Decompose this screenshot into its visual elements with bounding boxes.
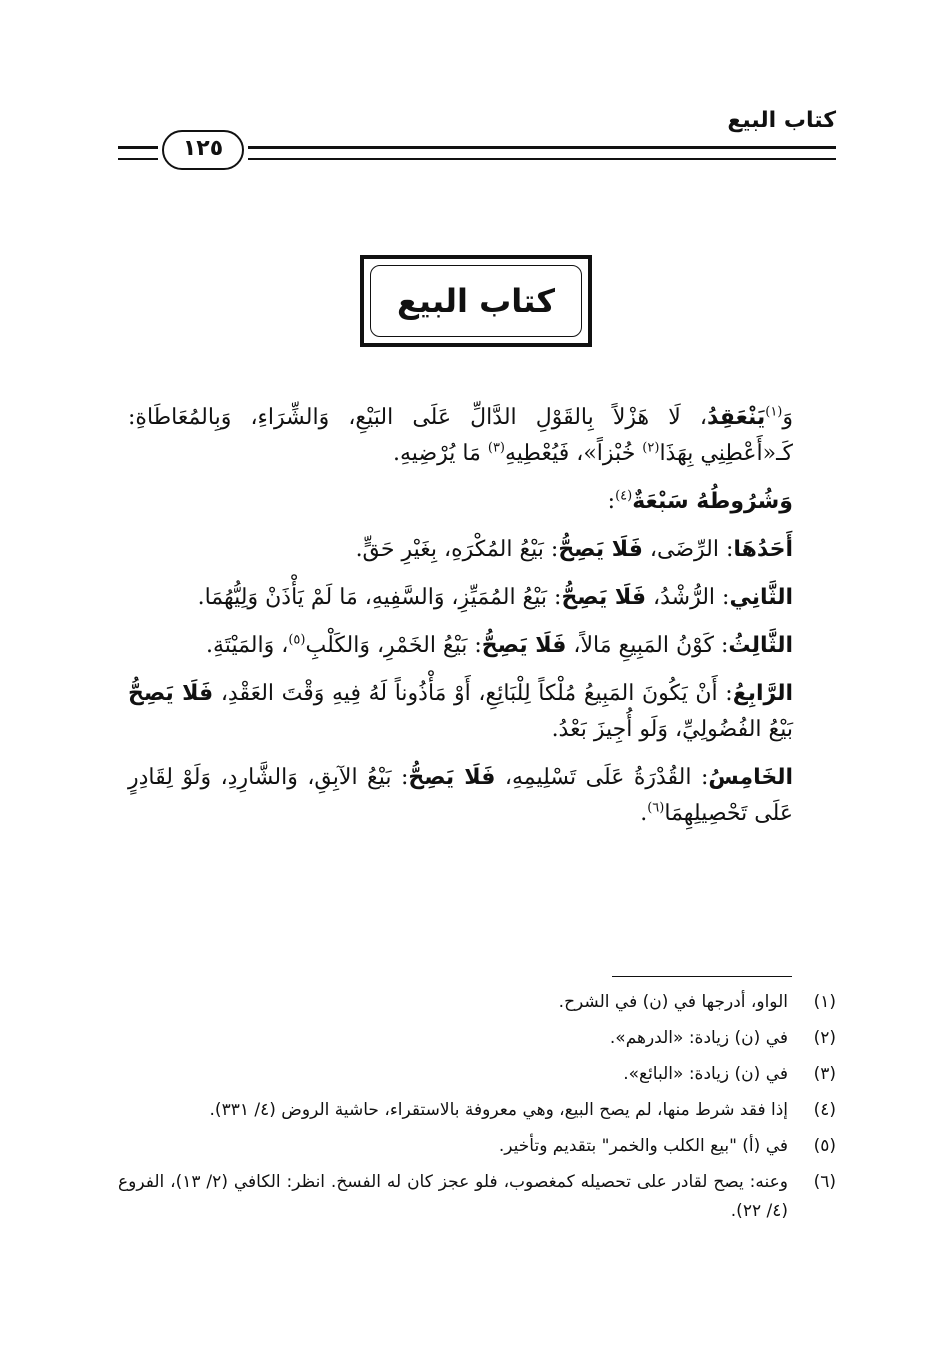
book-title: كتاب البيع <box>397 282 555 320</box>
footnote <box>118 988 836 1017</box>
main-text <box>128 400 793 844</box>
paragraph-conditions-heading <box>128 484 793 520</box>
footnote-text: إذا فقد شرط منها، لم يصح البيع، وهي معروفة بالاستقراء، حاشية الروض (٤/ ٣٣١). <box>209 1100 788 1120</box>
paragraph-condition-4 <box>128 676 793 748</box>
footnotes <box>118 988 836 1233</box>
footnote <box>118 1132 836 1161</box>
text-run: : القُدْرَةُ عَلَى تَسْلِيمِهِ، <box>495 765 709 790</box>
text-run: : الرِّضَى، <box>642 537 734 562</box>
text-run: وَ <box>782 405 793 430</box>
text-run: بَيْعُ الفُضُولِيِّ، وَلَو أُجِيزَ بَعْدُ. <box>551 717 793 742</box>
text-run: ، لَا هَزْلاً بِالقَوْلِ الدَّالِّ عَلَى البَيْعِ، وَالشِّرَاءِ، وَبِالمُعَاطَاةِ: كَـ«أَعْطِنِي بِهَذَا <box>128 405 793 466</box>
footnote <box>118 1096 836 1125</box>
running-title: كتاب البيع <box>727 108 836 133</box>
text-run: : بَيْعُ المُمَيِّزِ، وَالسَّفِيهِ، مَا لَمْ يَأْذَنْ وَلِيُّهُمَا. <box>197 585 562 610</box>
text-run: : بَيْعُ المُكْرَهِ، بِغَيْرِ حَقٍّ. <box>355 537 559 562</box>
page-header <box>118 108 836 172</box>
footnote-ref: (٦) <box>647 800 665 816</box>
bold-term: فَلَا يَصِحُّ <box>558 537 643 562</box>
text-run: : الرُّشْدُ، <box>646 585 730 610</box>
footnote-text: الواو، أدرجها في (ن) في الشرح. <box>558 992 788 1012</box>
bold-term: فَلَا يَصِحُّ <box>561 585 646 610</box>
footnote <box>118 1168 836 1226</box>
bold-term: الثَّانِي <box>729 585 793 610</box>
bold-term: الخَامِسُ <box>708 765 794 790</box>
footnote-ref: (٢) <box>642 440 660 456</box>
bold-term: وَشُرُوطُهُ سَبْعَةٌ <box>632 489 793 514</box>
text-run: : كَوْنُ المَبِيعِ مَالاً، <box>566 633 729 658</box>
footnote-text: في (ن) زيادة: «البائع». <box>623 1064 788 1084</box>
paragraph-intro <box>128 400 793 472</box>
paragraph-condition-1 <box>128 532 793 568</box>
footnote <box>118 1024 836 1053</box>
bold-term: فَلَا يَصِحُّ <box>408 765 496 790</box>
paragraph-condition-5 <box>128 760 793 832</box>
footnote-text: في (ن) زيادة: «الدرهم». <box>609 1028 788 1048</box>
text-run: خُبْزاً»، فَيُعْطِيهِ <box>505 441 643 466</box>
footnote <box>118 1060 836 1089</box>
text-run: : أَنْ يَكُونَ المَبِيعُ مُلْكاً لِلْبَائِعِ، أَوْ مَأْذُوناً لَهُ فِيهِ وَقْتَ العَقْدِ، <box>213 681 733 706</box>
footnote-number: (٣) <box>813 1064 836 1084</box>
page-number: ١٢٥ <box>162 130 244 170</box>
footnote-number: (٢) <box>813 1028 836 1048</box>
text-run: : بَيْعُ الخَمْرِ، وَالكَلْبِ <box>305 633 482 658</box>
text-run: مَا يُرْضِيهِ. <box>393 441 488 466</box>
bold-term: يَنْعَقِدُ <box>707 405 766 430</box>
paragraph-condition-2 <box>128 580 793 616</box>
footnote-ref: (٤) <box>615 488 633 504</box>
footnote-number: (٥) <box>813 1136 836 1156</box>
text-run: . <box>640 801 648 826</box>
bold-term: الرَّابِعُ <box>732 681 794 706</box>
footnote-number: (١) <box>813 992 836 1012</box>
text-run: : <box>607 489 616 514</box>
footnote-text: وعنه: يصح لقادر على تحصيله كمغصوب، فلو عجز كان له الفسخ. انظر: الكافي (٢/ ١٣)، الفروع (٤/ ٢٢). <box>118 1172 788 1221</box>
footnote-ref: (٥) <box>288 632 306 648</box>
header-rule <box>248 146 836 160</box>
footnote-number: (٤) <box>813 1100 836 1120</box>
bold-term: أَحَدُهَا <box>733 537 793 562</box>
footnote-text: في (أ) "بيع الكلب والخمر" بتقديم وتأخير. <box>498 1136 788 1156</box>
footnote-divider <box>612 976 792 977</box>
footnote-ref: (٣) <box>487 440 505 456</box>
bold-term: فَلَا يَصِحُّ <box>128 681 214 706</box>
text-run: : بَيْعُ الآبِقِ، وَالشَّارِدِ، وَلَوْ لِقَادِرٍ عَلَى تَحْصِيلِهِمَا <box>128 765 793 826</box>
text-run: ، وَالمَيْتَةِ. <box>206 633 289 658</box>
book-title-inner-frame <box>370 265 582 337</box>
footnote-ref: (١) <box>765 404 783 420</box>
footnote-number: (٦) <box>813 1172 836 1192</box>
bold-term: الثَّالِثُ <box>728 633 793 658</box>
header-rule-left <box>118 146 158 160</box>
book-title-frame <box>360 255 592 347</box>
bold-term: فَلَا يَصِحُّ <box>481 633 567 658</box>
paragraph-condition-3 <box>128 628 793 664</box>
